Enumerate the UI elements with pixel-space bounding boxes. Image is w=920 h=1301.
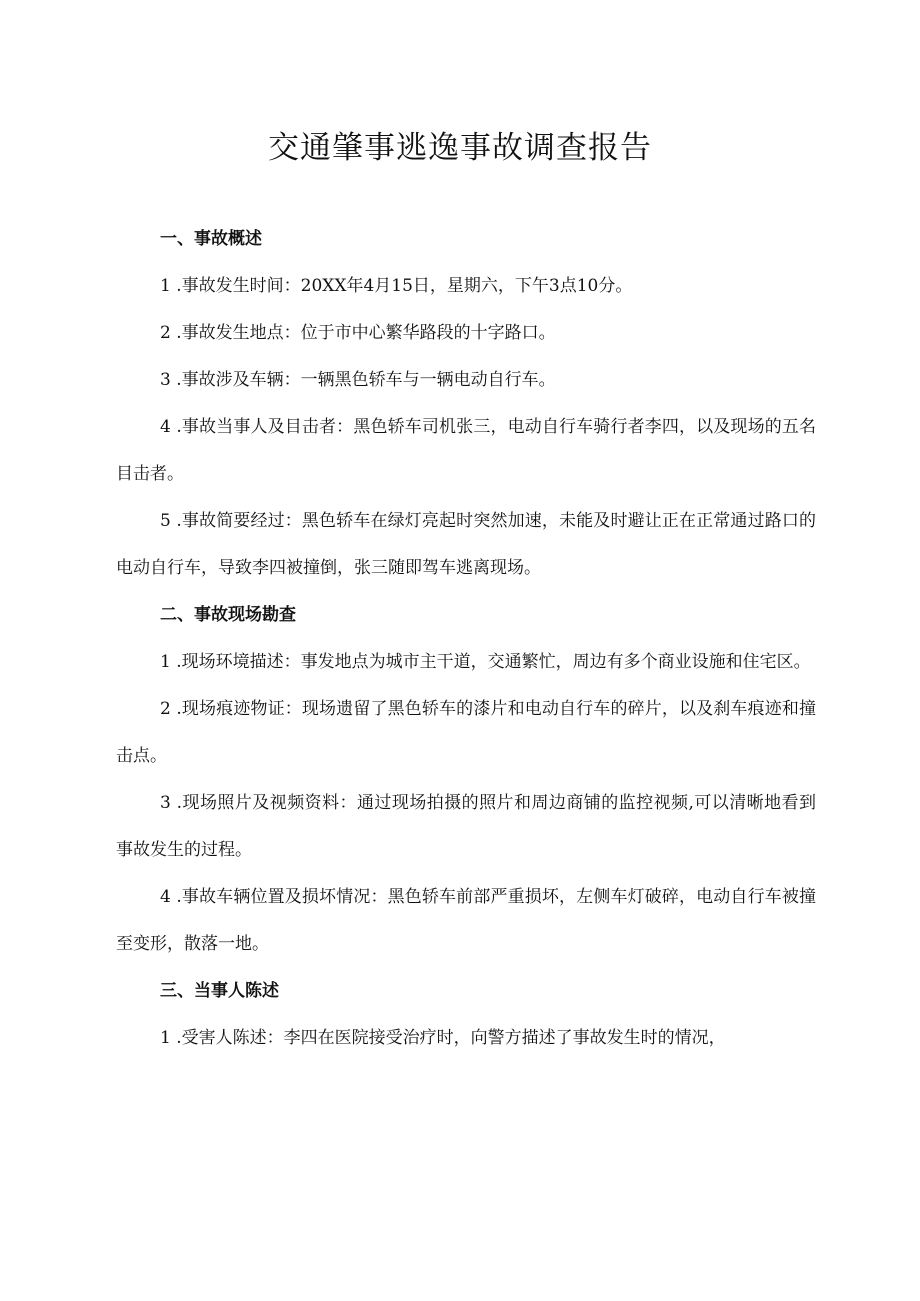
- item-number: 5: [160, 511, 171, 531]
- list-item: [116, 686, 816, 780]
- item-number: 2: [160, 323, 171, 343]
- section-accident-overview: [116, 216, 816, 592]
- item-text: .现场痕迹物证：现场遗留了黑色轿车的漆片和电动自行车的碎片，以及刹车痕迹和撞击点。: [116, 699, 816, 766]
- list-item: [116, 263, 816, 310]
- item-number: 4: [160, 887, 171, 907]
- list-item: [116, 404, 816, 498]
- list-item: [116, 780, 816, 874]
- section-heading: 三、当事人陈述: [160, 981, 279, 1001]
- document-body: [116, 216, 816, 1062]
- item-text: .事故发生地点：位于市中心繁华路段的十字路口。: [170, 323, 556, 343]
- section-scene-investigation: [116, 592, 816, 968]
- item-number: 1: [160, 276, 171, 296]
- item-number: 3: [160, 793, 171, 813]
- list-item: [116, 310, 816, 357]
- list-item: [116, 357, 816, 404]
- section-party-statements: [116, 968, 816, 1062]
- list-item: [116, 498, 816, 592]
- item-number: 3: [160, 370, 171, 390]
- item-text: .事故发生时间：20XX年4月15日，星期六，下午3点10分。: [170, 276, 633, 296]
- section-heading: 二、事故现场勘查: [160, 605, 296, 625]
- document-title: 交通肇事逃逸事故调查报告: [268, 130, 652, 166]
- section-heading: 一、事故概述: [160, 229, 262, 249]
- item-number: 1: [160, 652, 171, 672]
- item-text: .现场照片及视频资料：通过现场拍摄的照片和周边商铺的监控视频,可以清晰地看到事故发生的过程。: [116, 793, 816, 860]
- list-item: [116, 639, 816, 686]
- item-text: .事故涉及车辆：一辆黑色轿车与一辆电动自行车。: [170, 370, 556, 390]
- list-item: [116, 1015, 816, 1062]
- item-number: 4: [160, 417, 171, 437]
- list-item: [116, 874, 816, 968]
- item-number: 2: [160, 699, 171, 719]
- item-text: .事故简要经过：黑色轿车在绿灯亮起时突然加速，未能及时避让正在正常通过路口的电动自行车，导致李四被撞倒，张三随即驾车逃离现场。: [116, 511, 816, 578]
- item-text: .事故车辆位置及损坏情况：黑色轿车前部严重损坏，左侧车灯破碎，电动自行车被撞至变形，散落一地。: [116, 887, 816, 954]
- item-text: .受害人陈述：李四在医院接受治疗时，向警方描述了事故发生时的情况，: [170, 1028, 726, 1048]
- item-text: .现场环境描述：事发地点为城市主干道，交通繁忙，周边有多个商业设施和住宅区。: [170, 652, 811, 672]
- item-number: 1: [160, 1028, 171, 1048]
- item-text: .事故当事人及目击者：黑色轿车司机张三，电动自行车骑行者李四，以及现场的五名目击者。: [116, 417, 816, 484]
